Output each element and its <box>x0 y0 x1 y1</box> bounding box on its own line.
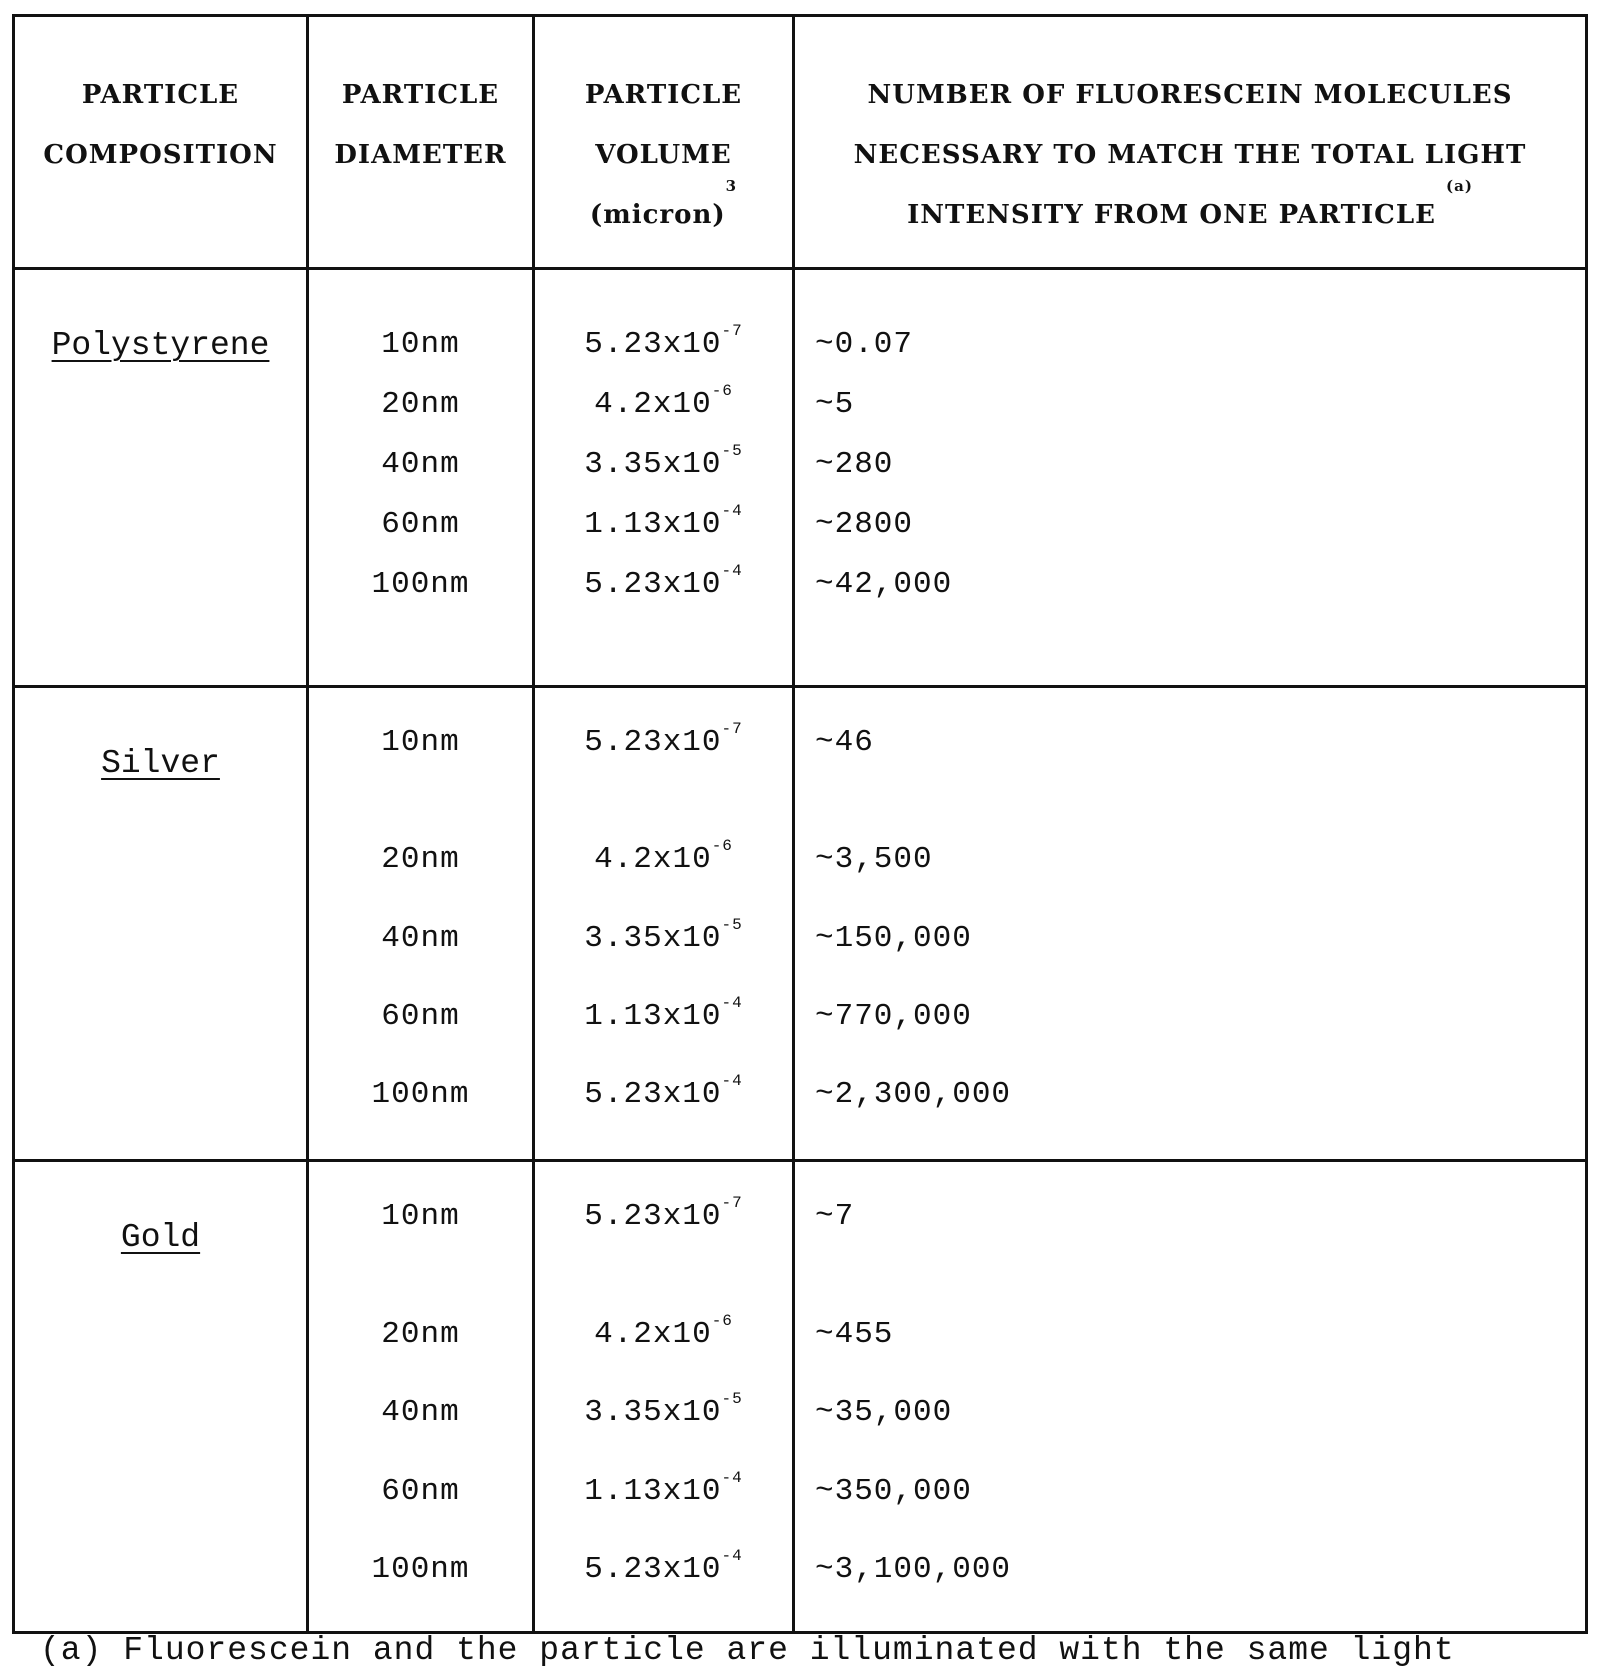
volume-base: 5.23x10 <box>584 1552 721 1587</box>
volume-exponent: -4 <box>722 1547 743 1565</box>
header-molecules-footnote-ref: (a) <box>1446 177 1473 195</box>
volume-exponent: -7 <box>722 720 743 738</box>
composition-label: Silver <box>15 745 306 782</box>
volume-exponent: -4 <box>722 562 743 580</box>
header-volume-line1: PARTICLE <box>535 65 792 125</box>
header-molecules-line1: NUMBER OF FLUORESCEIN MOLECULES <box>795 65 1585 125</box>
volume-base: 3.35x10 <box>584 1395 721 1430</box>
header-volume-exponent: 3 <box>726 177 737 195</box>
header-composition <box>15 65 306 185</box>
diameter-cell: 100nm <box>309 1077 532 1112</box>
volume-base: 3.35x10 <box>584 447 721 482</box>
molecules-cell: ~0.07 <box>815 327 913 362</box>
volume-cell <box>535 387 792 422</box>
volume-cell <box>535 1199 792 1234</box>
volume-exponent: -7 <box>722 322 743 340</box>
molecules-cell: ~350,000 <box>815 1474 972 1509</box>
volume-exponent: -6 <box>712 1312 733 1330</box>
header-molecules-line3 <box>795 185 1585 245</box>
column-divider <box>792 17 795 1631</box>
diameter-cell: 40nm <box>309 447 532 482</box>
volume-exponent: -5 <box>722 916 743 934</box>
diameter-cell: 10nm <box>309 1199 532 1234</box>
header-volume-line2: VOLUME <box>535 125 792 185</box>
molecules-cell: ~35,000 <box>815 1395 952 1430</box>
header-diameter-line1: PARTICLE <box>309 65 532 125</box>
diameter-cell: 20nm <box>309 387 532 422</box>
diameter-cell: 60nm <box>309 507 532 542</box>
header-volume-line3 <box>535 185 792 245</box>
volume-exponent: -4 <box>722 994 743 1012</box>
diameter-cell: 60nm <box>309 1474 532 1509</box>
diameter-cell: 100nm <box>309 567 532 602</box>
volume-cell <box>535 842 792 877</box>
footnote: (a) Fluorescein and the particle are illuminated with the same light <box>40 1632 1455 1669</box>
volume-base: 5.23x10 <box>584 1077 721 1112</box>
volume-base: 3.35x10 <box>584 921 721 956</box>
molecules-cell: ~2,300,000 <box>815 1077 1011 1112</box>
volume-base: 5.23x10 <box>584 567 721 602</box>
volume-cell <box>535 921 792 956</box>
volume-base: 4.2x10 <box>594 1317 712 1352</box>
composition-label: Gold <box>15 1219 306 1256</box>
header-volume <box>535 65 792 245</box>
volume-base: 5.23x10 <box>584 327 721 362</box>
diameter-cell: 10nm <box>309 725 532 760</box>
volume-exponent: -5 <box>722 1390 743 1408</box>
volume-exponent: -7 <box>722 1194 743 1212</box>
volume-cell <box>535 1474 792 1509</box>
header-molecules-text: INTENSITY FROM ONE PARTICLE <box>907 200 1436 230</box>
volume-base: 1.13x10 <box>584 1474 721 1509</box>
molecules-cell: ~7 <box>815 1199 854 1234</box>
molecules-cell: ~770,000 <box>815 999 972 1034</box>
volume-base: 4.2x10 <box>594 842 712 877</box>
volume-cell <box>535 725 792 760</box>
volume-base: 5.23x10 <box>584 1199 721 1234</box>
volume-base: 5.23x10 <box>584 725 721 760</box>
diameter-cell: 100nm <box>309 1552 532 1587</box>
molecules-cell: ~2800 <box>815 507 913 542</box>
column-divider <box>532 17 535 1631</box>
header-composition-line1: PARTICLE <box>15 65 306 125</box>
volume-base: 1.13x10 <box>584 507 721 542</box>
molecules-cell: ~280 <box>815 447 893 482</box>
diameter-cell: 20nm <box>309 1317 532 1352</box>
molecules-cell: ~46 <box>815 725 874 760</box>
volume-cell <box>535 327 792 362</box>
volume-exponent: -4 <box>722 502 743 520</box>
header-diameter <box>309 65 532 185</box>
diameter-cell: 40nm <box>309 1395 532 1430</box>
volume-base: 1.13x10 <box>584 999 721 1034</box>
header-molecules-line2: NECESSARY TO MATCH THE TOTAL LIGHT <box>795 125 1585 185</box>
volume-cell <box>535 1077 792 1112</box>
volume-cell <box>535 1552 792 1587</box>
volume-cell <box>535 1395 792 1430</box>
data-table <box>12 14 1588 1634</box>
row-divider <box>15 685 1585 688</box>
volume-base: 4.2x10 <box>594 387 712 422</box>
diameter-cell: 20nm <box>309 842 532 877</box>
diameter-cell: 60nm <box>309 999 532 1034</box>
volume-exponent: -4 <box>722 1469 743 1487</box>
volume-cell <box>535 1317 792 1352</box>
volume-cell <box>535 567 792 602</box>
volume-cell <box>535 507 792 542</box>
diameter-cell: 40nm <box>309 921 532 956</box>
molecules-cell: ~5 <box>815 387 854 422</box>
molecules-cell: ~42,000 <box>815 567 952 602</box>
volume-cell <box>535 999 792 1034</box>
header-composition-line2: COMPOSITION <box>15 125 306 185</box>
volume-exponent: -4 <box>722 1072 743 1090</box>
header-diameter-line2: DIAMETER <box>309 125 532 185</box>
molecules-cell: ~3,500 <box>815 842 933 877</box>
composition-label: Polystyrene <box>15 327 306 364</box>
volume-exponent: -6 <box>712 382 733 400</box>
diameter-cell: 10nm <box>309 327 532 362</box>
header-molecules <box>795 65 1585 245</box>
molecules-cell: ~455 <box>815 1317 893 1352</box>
row-divider <box>15 1159 1585 1162</box>
volume-exponent: -5 <box>722 442 743 460</box>
volume-cell <box>535 447 792 482</box>
volume-exponent: -6 <box>712 837 733 855</box>
row-divider <box>15 267 1585 270</box>
molecules-cell: ~3,100,000 <box>815 1552 1011 1587</box>
column-divider <box>306 17 309 1631</box>
molecules-cell: ~150,000 <box>815 921 972 956</box>
header-volume-unit: (micron) <box>590 200 726 230</box>
